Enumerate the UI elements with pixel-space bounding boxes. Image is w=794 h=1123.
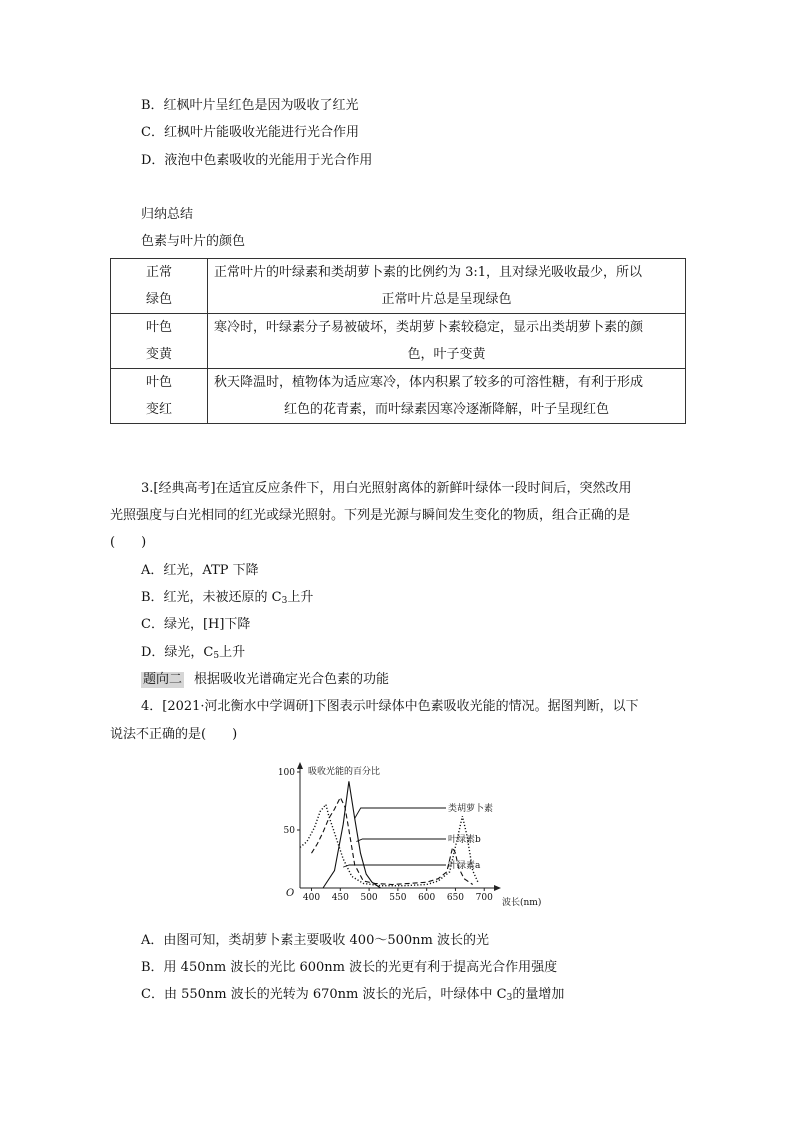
table-row [111,314,686,369]
row-body-line: 寒冷时，叶绿素分子易被破坏，类胡萝卜素较稳定，显示出类胡萝卜素的颜 [214,320,644,335]
q4-option-a: A．由图可知，类胡萝卜素主要吸收 400～500nm 波长的光 [141,933,489,948]
callout-leader [343,865,446,867]
x-axis-arrow [494,885,501,891]
callout-leader [355,808,446,818]
q3-option-a: A．红光，ATP 下降 [141,563,259,578]
q4-option-c [141,987,564,1003]
x-tick-label: 400 [302,893,321,903]
option-text: D．绿光，C [141,645,214,660]
row-body-line: 正常叶片的叶绿素和类胡萝卜素的比例约为 3:1，且对绿光吸收最少，所以 [214,265,643,280]
option-c: C．红枫叶片能吸收光能进行光合作用 [141,125,359,140]
absorption-spectrum-chart [277,760,552,910]
row-head-line: 叶色 [145,375,172,390]
x-tick-label: 700 [475,893,493,903]
section-heading [141,672,389,688]
summary-table [110,258,686,424]
series-label: 叶绿素b [448,835,481,845]
q4-option-b: B．用 450nm 波长的光比 600nm 波长的光更有利于提高光合作用强度 [141,960,558,975]
section-badge: 题向二 [143,672,183,687]
q3-stem-line: ( ) [110,535,147,550]
row-body [208,314,686,369]
summary-subheading: 色素与叶片的颜色 [141,234,246,249]
x-tick-label: 600 [418,893,436,903]
q4-stem-line: 说法不正确的是( ) [110,727,238,742]
row-body-line: 色，叶子变黄 [407,347,486,362]
q3-option-c: C．绿光，[H]下降 [141,617,251,632]
x-tick-label: 550 [389,893,407,903]
row-head-line: 正常 [145,265,172,280]
series-label: 叶绿素a [448,861,481,871]
q3-option-b [141,590,313,606]
option-text: C．由 550nm 波长的光转为 670nm 波长的光后，叶绿体中 C [141,987,507,1002]
row-head [111,314,208,369]
series-label: 类胡萝卜素 [448,804,494,814]
option-text: 上升 [219,645,246,660]
option-text: 上升 [287,590,314,605]
origin-label: O [286,888,295,899]
y-tick-label: 100 [277,768,295,778]
row-body [208,259,686,314]
subscript: 3 [281,596,288,606]
option-d: D．液泡中色素吸收的光能用于光合作用 [141,153,373,168]
subscript: 5 [213,651,220,661]
q3-stem-line: 3.[经典高考]在适宜反应条件下，用白光照射离体的新鲜叶绿体一段时间后，突然改用 [141,481,632,496]
table-row [111,369,686,424]
callout-leader [356,839,446,842]
x-tick-label: 500 [360,893,378,903]
section-title: 根据吸收光谱确定光合色素的功能 [194,672,390,687]
x-tick-label: 650 [446,893,465,903]
option-b: B．红枫叶片呈红色是因为吸收了红光 [141,98,359,113]
y-axis-arrow [297,762,303,769]
row-body-line: 正常叶片总是呈现绿色 [381,292,512,307]
row-body-line: 秋天降温时，植物体为适应寒冷，体内积累了较多的可溶性糖，有利于形成 [214,375,644,390]
series-line [323,781,381,888]
y-tick-label: 50 [283,826,295,836]
series-line [300,805,479,886]
row-head-line: 变红 [145,402,172,417]
row-head [111,369,208,424]
row-head [111,259,208,314]
y-axis-label: 吸收光能的百分比 [308,767,381,777]
table-row [111,259,686,314]
option-text: 的量增加 [512,987,565,1002]
q4-stem-line: 4．[2021·河北衡水中学调研]下图表示叶绿体中色素吸收光能的情况。据图判断，以下 [141,699,639,714]
row-body [208,369,686,424]
row-head-line: 绿色 [145,292,172,307]
x-axis-label: 波长(nm) [502,898,542,908]
row-head-line: 叶色 [145,320,172,335]
q3-stem-line: 光照强度与白光相同的红光或绿光照射。下列是光源与瞬间发生变化的物质，组合正确的是 [110,508,631,523]
x-tick-label: 450 [331,893,349,903]
summary-heading: 归纳总结 [141,207,194,222]
q3-option-d [141,645,245,661]
row-body-line: 红色的花青素，而叶绿素因寒冷逐渐降解，叶子呈现红色 [283,402,609,417]
row-head-line: 变黄 [145,347,172,362]
option-text: B．红光，未被还原的 C [141,590,282,605]
subscript: 3 [506,993,513,1003]
